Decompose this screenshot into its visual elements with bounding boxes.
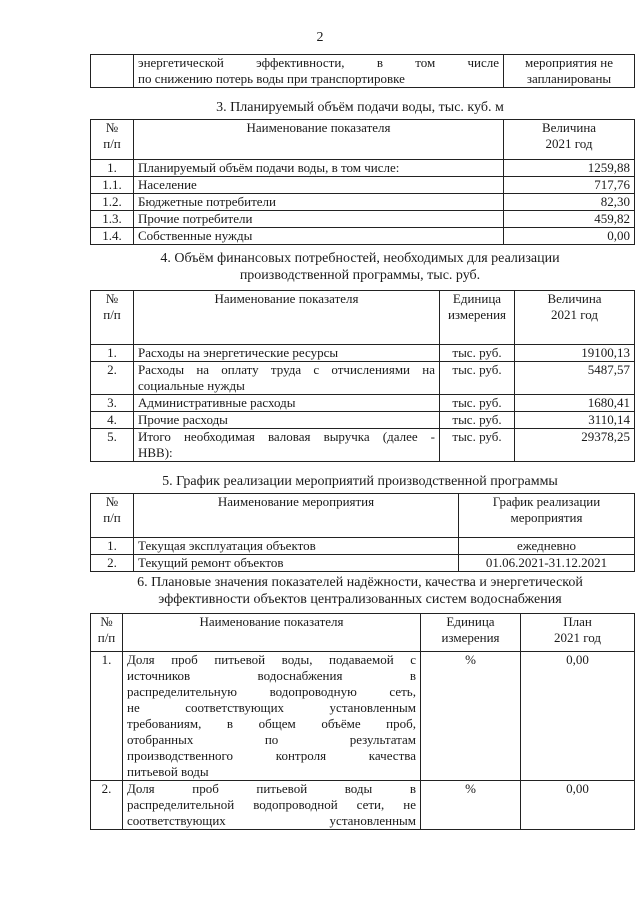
continuation-table xyxy=(90,54,635,88)
text-line: Итого необходимая валовая выручка (далее - xyxy=(138,429,435,444)
table-row xyxy=(91,538,635,555)
text-line: Величина xyxy=(547,291,602,306)
table-cell: тыс. руб. xyxy=(440,429,515,462)
financial-needs-table xyxy=(90,290,635,462)
table-cell: Прочие расходы xyxy=(134,412,440,429)
table-cell: 1. xyxy=(91,538,134,555)
table-cell: 2. xyxy=(91,555,134,572)
text-line: № xyxy=(105,494,119,509)
text-line: п/п xyxy=(103,136,121,151)
text-line: План xyxy=(563,614,592,629)
supply-volume-table xyxy=(90,119,635,245)
table-cell: Наименование мероприятия xyxy=(134,494,459,538)
text-line: Единица xyxy=(446,614,495,629)
text-line: 2021 год xyxy=(551,307,598,322)
table-cell: 82,30 xyxy=(504,194,635,211)
section-6-title xyxy=(80,574,640,608)
table-cell xyxy=(91,291,134,345)
name-cell xyxy=(134,55,504,88)
text-line: измерения xyxy=(441,630,500,645)
table-cell: Собственные нужды xyxy=(134,228,504,245)
text-line: Доля проб питьевой воды в xyxy=(127,781,416,796)
text-line: распределительную водопроводную сеть, xyxy=(127,684,416,699)
table-cell: 0,00 xyxy=(521,652,635,781)
text-line: п/п xyxy=(103,510,121,525)
table-cell: 0,00 xyxy=(521,781,635,830)
text-line: распределительной водопроводной сети, не xyxy=(127,797,416,812)
table-cell: 1. xyxy=(91,652,123,781)
text-line: соответствующих установленным xyxy=(127,813,416,828)
table-cell: Наименование показателя xyxy=(134,291,440,345)
table-cell: 717,76 xyxy=(504,177,635,194)
table-cell: тыс. руб. xyxy=(440,345,515,362)
num-cell xyxy=(91,55,134,88)
table-row xyxy=(91,228,635,245)
text-line: 2021 год xyxy=(545,136,593,151)
table-header-row xyxy=(91,120,635,160)
text-line: измерения xyxy=(447,307,507,322)
table-cell: Прочие потребители xyxy=(134,211,504,228)
text-line: 6. Плановые значения показателей надёжности, качества и энергетической xyxy=(137,575,583,590)
table-row xyxy=(91,345,635,362)
table-cell: 1.3. xyxy=(91,211,134,228)
table-cell: Наименование показателя xyxy=(123,614,421,652)
text-line: № xyxy=(105,120,119,135)
table-cell: 1680,41 xyxy=(515,395,635,412)
table-cell: Текущая эксплуатация объектов xyxy=(134,538,459,555)
table-header-row xyxy=(91,291,635,345)
table-row xyxy=(91,412,635,429)
table-cell xyxy=(440,291,515,345)
table-row xyxy=(91,194,635,211)
table-cell: тыс. руб. xyxy=(440,412,515,429)
name-line: по снижению потерь воды при транспортировке xyxy=(138,71,405,86)
table-cell: 1.2. xyxy=(91,194,134,211)
table-cell: Расходы на энергетические ресурсы xyxy=(134,345,440,362)
table-row xyxy=(91,362,635,395)
text-line: производственного контроля качества xyxy=(127,748,416,763)
text-line: мероприятия не xyxy=(525,55,613,70)
table-cell: 4. xyxy=(91,412,134,429)
table-cell xyxy=(421,614,521,652)
text-line: п/п xyxy=(97,630,116,645)
table-cell: Население xyxy=(134,177,504,194)
schedule-table xyxy=(90,493,635,572)
table-row xyxy=(91,429,635,462)
text-line: Доля проб питьевой воды, подаваемой с xyxy=(127,652,416,667)
table-cell: 2. xyxy=(91,362,134,395)
name-line: энергетической эффективности, в том числе xyxy=(138,55,499,70)
text-line: мероприятия xyxy=(510,510,583,525)
text-line: Единица xyxy=(452,291,502,306)
text-line: Величина xyxy=(541,120,597,135)
text-line: 2021 год xyxy=(554,630,601,645)
table-cell: 3. xyxy=(91,395,134,412)
table-cell: 29378,25 xyxy=(515,429,635,462)
table-cell: 1259,88 xyxy=(504,160,635,177)
table-cell: 5. xyxy=(91,429,134,462)
text-line: требованиям, в общем объёме проб, xyxy=(127,716,416,731)
table-cell xyxy=(134,429,440,462)
text-line: № xyxy=(100,614,113,629)
section-5-title: 5. График реализации мероприятий производственной программы xyxy=(162,474,558,489)
table-header-row xyxy=(91,614,635,652)
table-cell xyxy=(515,291,635,345)
table-cell: % xyxy=(421,781,521,830)
status-cell xyxy=(504,55,635,88)
table-row xyxy=(91,55,635,88)
table-cell: Текущий ремонт объектов xyxy=(134,555,459,572)
text-line: не соответствующих установленным xyxy=(127,700,416,715)
table-cell: тыс. руб. xyxy=(440,362,515,395)
table-cell: % xyxy=(421,652,521,781)
table-cell xyxy=(504,120,635,160)
text-line: эффективности объектов централизованных систем водоснабжения xyxy=(158,592,562,607)
text-line: запланированы xyxy=(526,71,612,86)
table-row xyxy=(91,177,635,194)
text-line: питьевой воды xyxy=(127,764,209,779)
section-4-title xyxy=(80,250,640,284)
table-cell: 459,82 xyxy=(504,211,635,228)
page-number: 2 xyxy=(316,30,324,45)
text-line: Расходы на оплату труда с отчислениями на xyxy=(138,362,435,377)
text-line: отобранных по результатам xyxy=(127,732,416,747)
table-row xyxy=(91,781,635,830)
text-line: НВВ): xyxy=(138,445,173,460)
table-header-row xyxy=(91,494,635,538)
table-cell: Бюджетные потребители xyxy=(134,194,504,211)
table-cell: 3110,14 xyxy=(515,412,635,429)
table-cell: 1. xyxy=(91,345,134,362)
table-cell: 0,00 xyxy=(504,228,635,245)
text-line: источников водоснабжения в xyxy=(127,668,416,683)
table-cell: Планируемый объём подачи воды, в том числе: xyxy=(134,160,504,177)
table-cell: 5487,57 xyxy=(515,362,635,395)
table-cell xyxy=(123,652,421,781)
table-cell: ежедневно xyxy=(459,538,635,555)
table-cell: Административные расходы xyxy=(134,395,440,412)
table-row xyxy=(91,652,635,781)
table-cell xyxy=(91,120,134,160)
table-cell: Наименование показателя xyxy=(134,120,504,160)
reliability-indicators-table xyxy=(90,613,635,830)
table-cell: 01.06.2021-31.12.2021 xyxy=(459,555,635,572)
table-row xyxy=(91,555,635,572)
text-line: График реализации xyxy=(492,494,601,509)
table-row xyxy=(91,211,635,228)
text-line: производственной программы, тыс. руб. xyxy=(239,268,481,283)
table-cell: 2. xyxy=(91,781,123,830)
text-line: 4. Объём финансовых потребностей, необходимых для реализации xyxy=(160,251,560,266)
text-line: п/п xyxy=(103,307,121,322)
table-cell xyxy=(91,494,134,538)
table-cell: 1.1. xyxy=(91,177,134,194)
table-cell: тыс. руб. xyxy=(440,395,515,412)
table-cell xyxy=(521,614,635,652)
table-cell: 19100,13 xyxy=(515,345,635,362)
table-cell xyxy=(123,781,421,830)
table-cell xyxy=(91,614,123,652)
table-cell xyxy=(134,362,440,395)
table-row xyxy=(91,395,635,412)
text-line: социальные нужды xyxy=(138,378,245,393)
table-cell xyxy=(459,494,635,538)
table-cell: 1. xyxy=(91,160,134,177)
table-row xyxy=(91,160,635,177)
table-cell: 1.4. xyxy=(91,228,134,245)
text-line: № xyxy=(105,291,119,306)
section-3-title: 3. Планируемый объём подачи воды, тыс. куб. м xyxy=(216,100,504,115)
